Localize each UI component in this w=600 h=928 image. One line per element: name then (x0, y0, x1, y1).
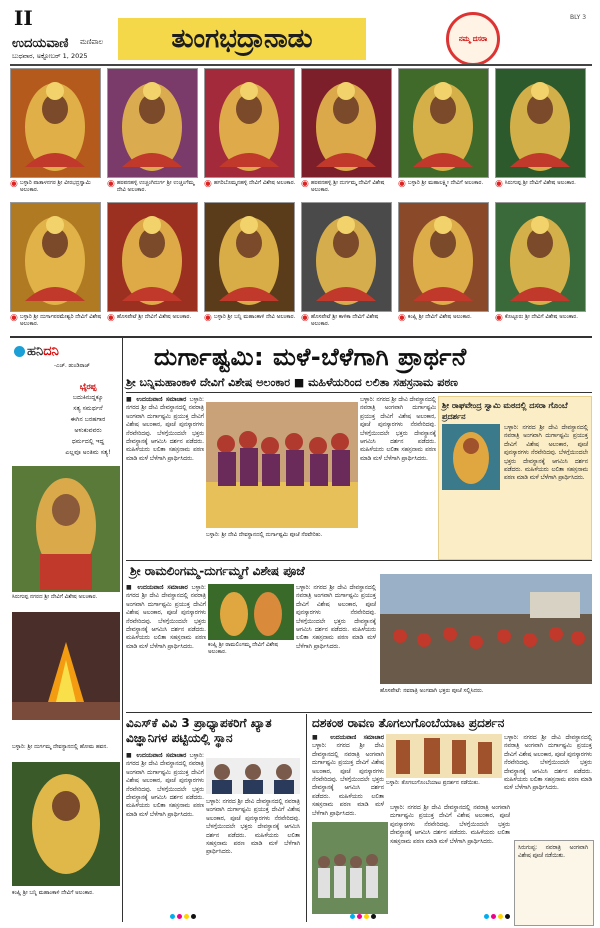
left-photo-2 (12, 612, 120, 720)
drop-icon (14, 346, 25, 357)
lead-col-1 (126, 396, 204, 556)
bottom-top-rule (126, 712, 592, 713)
ravana-col-3 (504, 734, 592, 836)
lead-byline: ■ ಉದಯವಾಣಿ ಸಮಾಚಾರ (126, 396, 187, 403)
second-photo (208, 584, 294, 640)
deity-photo (107, 68, 198, 178)
deity-photo (107, 202, 198, 312)
deity-photo (10, 68, 101, 178)
gallery-caption: ಹೊಸಪೇಟೆ ಶ್ರೀ ಕಾಳಿಕಾ ದೇವಿಗೆ ವಿಶೇಷ ಅಲಂಕಾರ. (310, 314, 379, 327)
matha-box-body (504, 424, 588, 554)
deity-photo (495, 68, 586, 178)
ravana-col-2 (390, 804, 510, 914)
poem-author: -ಎಚ್. ಡುಂಡಿರಾಜ್ (54, 363, 91, 369)
location-pin-icon: ◉ (107, 313, 115, 323)
lead-headline: ದುರ್ಗಾಷ್ಟಮಿ: ಮಳೆ-ಬೆಳೆಗಾಗಿ ಪ್ರಾರ್ಥನೆ (154, 343, 467, 371)
left-photo-3 (12, 762, 120, 886)
location-pin-icon: ◉ (10, 179, 18, 189)
edition-name: ಮಣಿಪಾಲ (80, 38, 104, 46)
bottom-divider (306, 714, 307, 922)
honey-word: ದನಿ (43, 344, 59, 359)
location-pin-icon: ◉ (204, 179, 212, 189)
poem-line: ಧರ್ಮದಲ್ಲಿ ಇದ್ದ (71, 438, 105, 445)
location-pin-icon: ◉ (495, 313, 503, 323)
gallery-caption: ಕೊಟ್ಟೂರು ಶ್ರೀ ದೇವಿಗೆ ವಿಶೇಷ ಅಲಂಕಾರ. (504, 314, 578, 320)
deity-photo (495, 202, 586, 312)
group-photo (312, 822, 388, 914)
puppet-photo (386, 734, 502, 778)
gallery-item (398, 68, 491, 188)
gallery-item (495, 202, 588, 322)
poem-line: ಅಳುಕುವವರು (74, 427, 102, 434)
vskub-headline: ವಿಎಸ್‌ಕೆ ವಿವಿ 3 ಪ್ರಾಧ್ಯಾಪಕರಿಗೆ ಖ್ಯಾತ ವಿಜ್ಞಾನಿಗಳ ಪಟ್ಟಿಯಲ್ಲಿ ಸ್ಥಾನ (126, 716, 272, 745)
gallery-bottom-rule (10, 336, 592, 338)
poem-line: ಬದುಕಿನುದ್ದಕ್ಕೂ (72, 394, 104, 401)
deity-photo (398, 68, 489, 178)
gallery-caption: ಬಳ್ಳಾರಿ ಪಾತಾಳನಗರ ಶ್ರೀ ವೀರಭದ್ರಸ್ವಾಮಿ ಅಲಂಕಾರ. (19, 180, 91, 193)
location-pin-icon: ◉ (398, 179, 406, 189)
poem-line: ಸತ್ಯ ಸಮರ್ಥನೆ (73, 405, 103, 412)
left-photo-1 (12, 466, 120, 592)
ravana-body-1: ಬಳ್ಳಾರಿ: ನಗರದ ಶ್ರೀ ದೇವಿ ದೇವಸ್ಥಾನದಲ್ಲಿ ನವರಾತ್ರಿ ಅಂಗವಾಗಿ ದುರ್ಗಾಷ್ಟಮಿ ಪ್ರಯುಕ್ತ ದೇವಿಗೆ ವಿಶೇಷ ಅಲಂಕಾರ, ಪೂಜೆ ಪುನಸ್ಕಾರಗಳು ನೆರವೇರಿದವು. ಬೆಳಗ್ಗೆಯಿಂದಲೇ ಭಕ್ತರು ದೇವಸ್ಥಾನಕ್ಕೆ ಆಗಮಿಸಿ ದರ್ಶನ ಪಡೆದರು. ಮಹಿಳೆಯರು ಲಲಿತಾ ಸಹಸ್ರನಾಮ ಪಠಣ ಮಾಡಿ ಮಳೆ ಬೆಳೆಗಾಗಿ ಪ್ರಾರ್ಥಿಸಿದರು. (312, 743, 384, 817)
gallery-caption: ಹರಪನಹಳ್ಳಿ ಶ್ರೀ ದುರ್ಗಮ್ಮ ದೇವಿಗೆ ವಿಶೇಷ ಅಲಂಕಾರ. (310, 180, 385, 193)
ravana-body-3: ಬಳ್ಳಾರಿ: ನಗರದ ಶ್ರೀ ದೇವಿ ದೇವಸ್ಥಾನದಲ್ಲಿ ನವರಾತ್ರಿ ಅಂಗವಾಗಿ ದುರ್ಗಾಷ್ಟಮಿ ಪ್ರಯುಕ್ತ ದೇವಿಗೆ ವಿಶೇಷ ಅಲಂಕಾರ, ಪೂಜೆ ಪುನಸ್ಕಾರಗಳು ನೆರವೇರಿದವು. ಬೆಳಗ್ಗೆಯಿಂದಲೇ ಭಕ್ತರು ದೇವಸ್ಥಾನಕ್ಕೆ ಆಗಮಿಸಿ ದರ್ಶನ ಪಡೆದರು. ಮಹಿಳೆಯರು ಲಲಿತಾ ಸಹಸ್ರನಾಮ ಪಠಣ ಮಾಡಿ ಮಳೆ ಬೆಳೆಗಾಗಿ ಪ್ರಾರ್ಥಿಸಿದರು. (504, 735, 592, 792)
matha-box-text: ಬಳ್ಳಾರಿ: ನಗರದ ಶ್ರೀ ದೇವಿ ದೇವಸ್ಥಾನದಲ್ಲಿ ನವರಾತ್ರಿ ಅಂಗವಾಗಿ ದುರ್ಗಾಷ್ಟಮಿ ಪ್ರಯುಕ್ತ ದೇವಿಗೆ ವಿಶೇಷ ಅಲಂಕಾರ, ಪೂಜೆ ಪುನಸ್ಕಾರಗಳು ನೆರವೇರಿದವು. ಬೆಳಗ್ಗೆಯಿಂದಲೇ ಭಕ್ತರು ದೇವಸ್ಥಾನಕ್ಕೆ ಆಗಮಿಸಿ ದರ್ಶನ ಪಡೆದರು. ಮಹಿಳೆಯರು ಲಲಿತಾ ಸಹಸ್ರನಾಮ ಪಠಣ ಮಾಡಿ ಮಳೆ ಬೆಳೆಗಾಗಿ ಪ್ರಾರ್ಥಿಸಿದರು. (504, 425, 588, 482)
gallery-caption: ಸಿರುಗುಪ್ಪ ಶ್ರೀ ದೇವಿಗೆ ವಿಶೇಷ ಅಲಂಕಾರ. (504, 180, 576, 186)
puppet-photo-caption: ಬಳ್ಳಾರಿ: ತೊಗಲುಗೊಂಬೆಯಾಟ ಪ್ರದರ್ಶನ ನಡೆಯಿತು. (386, 780, 480, 786)
lead-photo-caption: ಬಳ್ಳಾರಿ: ಶ್ರೀ ದೇವಿ ದೇವಸ್ಥಾನದಲ್ಲಿ ದುರ್ಗಾಷ್ಟಮಿ ಪೂಜೆ ನೆರವೇರಿತು. (206, 532, 323, 538)
ravana-col-1 (312, 734, 384, 818)
gallery-caption: ಕಂಪ್ಲಿ ಶ್ರೀ ದೇವಿಗೆ ವಿಶೇಷ ಅಲಂಕಾರ. (407, 314, 472, 320)
ravana-body-2: ಬಳ್ಳಾರಿ: ನಗರದ ಶ್ರೀ ದೇವಿ ದೇವಸ್ಥಾನದಲ್ಲಿ ನವರಾತ್ರಿ ಅಂಗವಾಗಿ ದುರ್ಗಾಷ್ಟಮಿ ಪ್ರಯುಕ್ತ ದೇವಿಗೆ ವಿಶೇಷ ಅಲಂಕಾರ, ಪೂಜೆ ಪುನಸ್ಕಾರಗಳು ನೆರವೇರಿದವು. ಬೆಳಗ್ಗೆಯಿಂದಲೇ ಭಕ್ತರು ದೇವಸ್ಥಾನಕ್ಕೆ ಆಗಮಿಸಿ ದರ್ಶನ ಪಡೆದರು. ಮಹಿಳೆಯರು ಲಲಿತಾ ಸಹಸ್ರನಾಮ ಪಠಣ ಮಾಡಿ ಮಳೆ ಬೆಳೆಗಾಗಿ ಪ್ರಾರ್ಥಿಸಿದರು. (390, 805, 510, 845)
registration-marks-3 (484, 914, 510, 919)
gallery-caption: ಬಳ್ಳಾರಿ ಶ್ರೀ ಮಹಾಲಕ್ಷ್ಮೀ ದೇವಿಗೆ ಅಲಂಕಾರ. (407, 180, 484, 186)
gallery-item (398, 202, 491, 322)
location-pin-icon: ◉ (301, 179, 309, 189)
ravana-byline: ■ ಉದಯವಾಣಿ ಸಮಾಚಾರ (312, 734, 384, 741)
crowd-photo (380, 574, 592, 684)
siruguppa-box-text: ಸಿರುಗುಪ್ಪ: ನವರಾತ್ರಿ ಅಂಗವಾಗಿ ವಿಶೇಷ ಪೂಜೆ ನಡೆಯಿತು. (518, 845, 588, 860)
gallery-item (204, 68, 297, 188)
gallery-item (107, 202, 200, 322)
crowd-photo-caption: ಹೊಸಪೇಟೆ: ನವರಾತ್ರಿ ಅಂಗವಾಗಿ ಭಕ್ತರು ಪೂಜೆ ಸಲ್ಲಿಸಿದರು. (380, 688, 484, 694)
ravana-headline: ದಶಕಂಠ ರಾವಣ ತೊಗಲುಗೊಂಬೆಯಾಟ ಪ್ರದರ್ಶನ (312, 716, 505, 730)
deity-photo (301, 68, 392, 178)
gallery-item (107, 68, 200, 194)
location-pin-icon: ◉ (398, 313, 406, 323)
vskub-byline: ■ ಉದಯವಾಣಿ ಸಮಾಚಾರ (126, 752, 187, 759)
vskub-col-1 (126, 752, 204, 914)
logo-text: ನಮ್ಮ ದಸರಾ (458, 34, 488, 43)
matha-box-title: ಶ್ರೀ ರಾಘವೇಂದ್ರ ಸ್ವಾಮಿ ಮಠದಲ್ಲಿ ದಸರಾ ಗೊಂಬೆ ಪ್ರದರ್ಶನ (442, 401, 568, 421)
gallery-item (301, 68, 394, 194)
vskub-body-1: ಬಳ್ಳಾರಿ: ನಗರದ ಶ್ರೀ ದೇವಿ ದೇವಸ್ಥಾನದಲ್ಲಿ ನವರಾತ್ರಿ ಅಂಗವಾಗಿ ದುರ್ಗಾಷ್ಟಮಿ ಪ್ರಯುಕ್ತ ದೇವಿಗೆ ವಿಶೇಷ ಅಲಂಕಾರ, ಪೂಜೆ ಪುನಸ್ಕಾರಗಳು ನೆರವೇರಿದವು. ಬೆಳಗ್ಗೆಯಿಂದಲೇ ಭಕ್ತರು ದೇವಸ್ಥಾನಕ್ಕೆ ಆಗಮಿಸಿ ದರ್ಶನ ಪಡೆದರು. ಮಹಿಳೆಯರು ಲಲಿತಾ ಸಹಸ್ರನಾಮ ಪಠಣ ಮಾಡಿ ಮಳೆ ಬೆಳೆಗಾಗಿ ಪ್ರಾರ್ಥಿಸಿದರು. (126, 753, 204, 818)
gallery-item (10, 68, 103, 194)
gallery-item (204, 202, 297, 322)
gallery-caption: ಬಳ್ಳಾರಿ ಶ್ರೀ ಬನ್ನಿ ಮಹಾಂಕಾಳಿ ದೇವಿ ಅಲಂಕಾರ. (213, 314, 296, 320)
lead-photo (206, 402, 358, 528)
vskub-body-2: ಬಳ್ಳಾರಿ: ನಗರದ ಶ್ರೀ ದೇವಿ ದೇವಸ್ಥಾನದಲ್ಲಿ ನವರಾತ್ರಿ ಅಂಗವಾಗಿ ದುರ್ಗಾಷ್ಟಮಿ ಪ್ರಯುಕ್ತ ದೇವಿಗೆ ವಿಶೇಷ ಅಲಂಕಾರ, ಪೂಜೆ ಪುನಸ್ಕಾರಗಳು ನೆರವೇರಿದವು. ಬೆಳಗ್ಗೆಯಿಂದಲೇ ಭಕ್ತರು ದೇವಸ್ಥಾನಕ್ಕೆ ಆಗಮಿಸಿ ದರ್ಶನ ಪಡೆದರು. ಮಹಿಳೆಯರು ಲಲಿತಾ ಸಹಸ್ರನಾಮ ಪಠಣ ಮಾಡಿ ಮಳೆ ಬೆಳೆಗಾಗಿ ಪ್ರಾರ್ಥಿಸಿದರು. (206, 799, 300, 856)
page-number: II (14, 6, 33, 30)
gallery-item (301, 202, 394, 328)
deity-gallery (10, 66, 592, 336)
vskub-col-2 (206, 798, 300, 914)
deity-photo (301, 202, 392, 312)
professor-photos (206, 758, 300, 794)
second-headline: ಶ್ರೀ ರಾಮಲಿಂಗಮ್ಮ-ದುರ್ಗಮ್ಮಗೆ ವಿಶೇಷ ಪೂಜೆ (130, 564, 305, 578)
deity-photo (204, 68, 295, 178)
matha-box-photo (442, 424, 500, 490)
location-pin-icon: ◉ (495, 179, 503, 189)
honey-dani-title (14, 344, 59, 359)
page-code: BLY 3 (570, 14, 587, 21)
lead-rule (126, 392, 592, 393)
second-photo-caption: ಕಂಪ್ಲಿ ಶ್ರೀ ರಾಮಲಿಂಗಮ್ಮ ದೇವಿಗೆ ವಿಶೇಷ ಅಲಂಕಾರ. (208, 642, 279, 655)
gallery-caption: ಹಗರಿಬೊಮ್ಮನಹಳ್ಳಿ ದೇವಿಗೆ ವಿಶೇಷ ಅಲಂಕಾರ. (213, 180, 296, 186)
gallery-item (10, 202, 103, 328)
location-pin-icon: ◉ (10, 313, 18, 323)
deity-photo (204, 202, 295, 312)
second-byline: ■ ಉದಯವಾಣಿ ಸಮಾಚಾರ (126, 584, 188, 591)
second-body-2: ಬಳ್ಳಾರಿ: ನಗರದ ಶ್ರೀ ದೇವಿ ದೇವಸ್ಥಾನದಲ್ಲಿ ನವರಾತ್ರಿ ಅಂಗವಾಗಿ ದುರ್ಗಾಷ್ಟಮಿ ಪ್ರಯುಕ್ತ ದೇವಿಗೆ ವಿಶೇಷ ಅಲಂಕಾರ, ಪೂಜೆ ಪುನಸ್ಕಾರಗಳು ನೆರವೇರಿದವು. ಬೆಳಗ್ಗೆಯಿಂದಲೇ ಭಕ್ತರು ದೇವಸ್ಥಾನಕ್ಕೆ ಆಗಮಿಸಿ ದರ್ಶನ ಪಡೆದರು. ಮಹಿಳೆಯರು ಲಲಿತಾ ಸಹಸ್ರನಾಮ ಪಠಣ ಮಾಡಿ ಮಳೆ ಬೆಳೆಗಾಗಿ ಪ್ರಾರ್ಥಿಸಿದರು. (296, 585, 376, 650)
paper-name: ಉದಯವಾಣಿ (12, 36, 69, 51)
gallery-caption: ಹರಪನಹಳ್ಳಿ ಉಚ್ಚಂಗಿದುರ್ಗ ಶ್ರೀ ಉಚ್ಚಂಗೆಮ್ಮ ದೇವಿ ಅಲಂಕಾರ. (116, 180, 195, 193)
gallery-caption: ಹೊಸಪೇಟೆ ಶ್ರೀ ದೇವಿಗೆ ವಿಶೇಷ ಅಲಂಕಾರ. (116, 314, 192, 320)
second-col-2 (296, 584, 376, 708)
registration-marks-2 (350, 914, 376, 919)
gallery-item (495, 68, 588, 188)
left-column-divider (122, 338, 123, 922)
left-caption-1: ಸಿರುಗುಪ್ಪ ನಗರದ ಶ್ರೀ ದೇವಿಗೆ ವಿಶೇಷ ಅಲಂಕಾರ. (12, 594, 98, 600)
second-col-1 (126, 584, 206, 708)
second-body-1: ಬಳ್ಳಾರಿ: ನಗರದ ಶ್ರೀ ದೇವಿ ದೇವಸ್ಥಾನದಲ್ಲಿ ನವರಾತ್ರಿ ಅಂಗವಾಗಿ ದುರ್ಗಾಷ್ಟಮಿ ಪ್ರಯುಕ್ತ ದೇವಿಗೆ ವಿಶೇಷ ಅಲಂಕಾರ, ಪೂಜೆ ಪುನಸ್ಕಾರಗಳು ನೆರವೇರಿದವು. ಬೆಳಗ್ಗೆಯಿಂದಲೇ ಭಕ್ತರು ದೇವಸ್ಥಾನಕ್ಕೆ ಆಗಮಿಸಿ ದರ್ಶನ ಪಡೆದರು. ಮಹಿಳೆಯರು ಲಲಿತಾ ಸಹಸ್ರನಾಮ ಪಠಣ ಮಾಡಿ ಮಳೆ ಬೆಳೆಗಾಗಿ ಪ್ರಾರ್ಥಿಸಿದರು. (126, 585, 206, 650)
gallery-caption: ಬಳ್ಳಾರಿ ಶ್ರೀ ದುರ್ಗಾಪರಮೇಶ್ವರಿ ದೇವಿಗೆ ವಿಶೇಷ ಅಲಂಕಾರ. (19, 314, 102, 327)
location-pin-icon: ◉ (107, 179, 115, 189)
poem-line: ಈಗಿನ ಬರಹಗಾರ (70, 416, 106, 423)
honey-prefix: ಹನಿ (27, 344, 44, 359)
left-caption-3: ಕಂಪ್ಲಿ ಶ್ರೀ ಬನ್ನಿ ಮಹಾಂಕಾಳಿ ದೇವಿಗೆ ಅಲಂಕಾರ. (12, 890, 94, 896)
second-top-rule (126, 560, 592, 561)
location-pin-icon: ◉ (204, 313, 212, 323)
lead-body-1: ಬಳ್ಳಾರಿ: ನಗರದ ಶ್ರೀ ದೇವಿ ದೇವಸ್ಥಾನದಲ್ಲಿ ನವರಾತ್ರಿ ಅಂಗವಾಗಿ ದುರ್ಗಾಷ್ಟಮಿ ಪ್ರಯುಕ್ತ ದೇವಿಗೆ ವಿಶೇಷ ಅಲಂಕಾರ, ಪೂಜೆ ಪುನಸ್ಕಾರಗಳು ನೆರವೇರಿದವು. ಬೆಳಗ್ಗೆಯಿಂದಲೇ ಭಕ್ತರು ದೇವಸ್ಥಾನಕ್ಕೆ ಆಗಮಿಸಿ ದರ್ಶನ ಪಡೆದರು. ಮಹಿಳೆಯರು ಲಲಿತಾ ಸಹಸ್ರನಾಮ ಪಠಣ ಮಾಡಿ ಮಳೆ ಬೆಳೆಗಾಗಿ ಪ್ರಾರ್ಥಿಸಿದರು. (126, 397, 204, 462)
dateline: ಬುಧವಾರ, ಅಕ್ಟೋಬರ್ 1, 2025 (12, 52, 88, 60)
poem-line: ಎಲ್ಲವೂ ಅಂತಿಮ ಸತ್ಯ! (65, 449, 111, 456)
lead-body-2: ಬಳ್ಳಾರಿ: ನಗರದ ಶ್ರೀ ದೇವಿ ದೇವಸ್ಥಾನದಲ್ಲಿ ನವರಾತ್ರಿ ಅಂಗವಾಗಿ ದುರ್ಗಾಷ್ಟಮಿ ಪ್ರಯುಕ್ತ ದೇವಿಗೆ ವಿಶೇಷ ಅಲಂಕಾರ, ಪೂಜೆ ಪುನಸ್ಕಾರಗಳು ನೆರವೇರಿದವು. ಬೆಳಗ್ಗೆಯಿಂದಲೇ ಭಕ್ತರು ದೇವಸ್ಥಾನಕ್ಕೆ ಆಗಮಿಸಿ ದರ್ಶನ ಪಡೆದರು. ಮಹಿಳೆಯರು ಲಲಿತಾ ಸಹಸ್ರನಾಮ ಪಠಣ ಮಾಡಿ ಮಳೆ ಬೆಳೆಗಾಗಿ ಪ್ರಾರ್ಥಿಸಿದರು. (360, 397, 436, 462)
left-caption-2: ಬಳ್ಳಾರಿ: ಶ್ರೀ ದುರ್ಗಮ್ಮ ದೇವಸ್ಥಾನದಲ್ಲಿ ಹೋಮ ಹವನ. (12, 744, 109, 750)
registration-marks-1 (170, 914, 196, 919)
lead-col-2 (360, 396, 436, 556)
section-title: ತುಂಗಭದ್ರಾನಾಡು (118, 18, 366, 60)
location-pin-icon: ◉ (301, 313, 309, 323)
poem (58, 381, 118, 458)
lead-subhead: ಶ್ರೀ ಬನ್ನಿಮಹಾಂಕಾಳಿ ದೇವಿಗೆ ವಿಶೇಷ ಅಲಂಕಾರ ■ ಮಹಿಳೆಯರಿಂದ ಲಲಿತಾ ಸಹಸ್ರನಾಮ ಪಠಣ (126, 376, 458, 389)
poem-title: ಭೈರಪ್ಪ (79, 382, 97, 391)
deity-photo (10, 202, 101, 312)
dasara-logo (446, 12, 500, 66)
deity-photo (398, 202, 489, 312)
